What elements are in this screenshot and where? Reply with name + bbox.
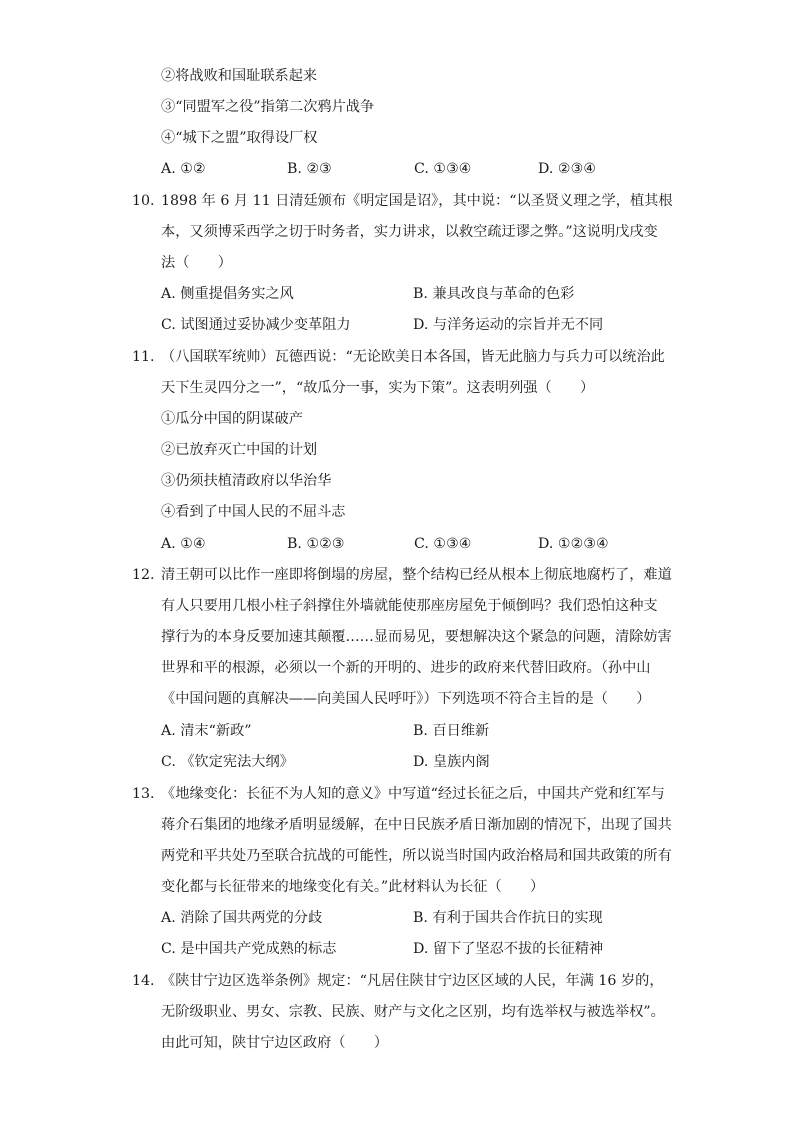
q13-stem-line-2: 蒋介石集团的地缘矛盾明显缓解，在中日民族矛盾日渐加剧的情况下，出现了国共 [161, 817, 672, 833]
q14-stem-line-1: 《陕甘宁边区选举条例》规定：“凡居住陕甘宁边区区域的人民，年满 16 岁的， [161, 973, 664, 989]
q12-option-a[interactable]: A. 清末“新政” [161, 723, 252, 739]
q9-item-4: ④“城下之盟”取得设厂权 [161, 130, 318, 146]
q9-option-b[interactable]: B. ②③ [287, 161, 332, 177]
q12-stem-line-1: 清王朝可以比作一座即将倒塌的房屋，整个结构已经从根本上彻底地腐朽了，难道 [161, 567, 672, 583]
q12-option-b[interactable]: B. 百日维新 [413, 723, 490, 739]
q10-stem-line-1: 1898 年 6 月 11 日清廷颁布《明定国是诏》，其中说：“以圣贤义理之学，植其根 [161, 193, 673, 209]
q10-number: 10. [132, 193, 155, 209]
q9-option-d[interactable]: D. ②③④ [538, 161, 597, 177]
q13-option-a[interactable]: A. 消除了国共两党的分歧 [161, 910, 323, 926]
q14-stem-line-3: 由此可知，陕甘宁边区政府（ ） [161, 1035, 389, 1051]
q13-number: 13. [132, 786, 155, 802]
q11-item-2: ②已放弃灭亡中国的计划 [161, 442, 318, 458]
q12-option-d[interactable]: D. 皇族内阁 [413, 754, 490, 770]
q10-option-b[interactable]: B. 兼具改良与革命的色彩 [413, 286, 575, 302]
q12-stem-line-3: 撑行为的本身反要加速其颠覆……显而易见，要想解决这个紧急的问题，清除妨害 [161, 629, 672, 645]
q13-option-d[interactable]: D. 留下了坚忍不拔的长征精神 [413, 941, 604, 957]
q9-item-3: ③“同盟军之役”指第二次鸦片战争 [161, 99, 375, 115]
q9-item-2: ②将战败和国耻联系起来 [161, 68, 318, 84]
q10-stem-line-3: 法（ ） [161, 255, 232, 271]
q11-stem-line-2: 天下生灵四分之一”，“故瓜分一事，实为下策”。这表明列强（ ） [161, 380, 595, 396]
q14-number: 14. [132, 973, 155, 989]
q12-number: 12. [132, 567, 155, 583]
q10-option-d[interactable]: D. 与洋务运动的宗旨并无不同 [413, 317, 604, 333]
q12-stem-line-5: 《中国问题的真解决——向美国人民呼吁》）下列选项不符合主旨的是（ ） [161, 691, 651, 707]
q10-option-c[interactable]: C. 试图通过妥协减少变革阻力 [161, 317, 351, 333]
q11-option-c[interactable]: C. ①③④ [414, 536, 472, 552]
q12-stem-line-2: 有人只要用几根小柱子斜撑住外墙就能使那座房屋免于倾倒吗？我们恐怕这种支 [161, 598, 658, 614]
q12-option-c[interactable]: C. 《钦定宪法大纲》 [161, 754, 294, 770]
q10-stem-line-2: 本，又须博采西学之切于时务者，实力讲求，以救空疏迂谬之弊。”这说明戊戌变 [161, 224, 658, 240]
q11-item-1: ①瓜分中国的阴谋破产 [161, 411, 303, 427]
q10-option-a[interactable]: A. 侧重提倡务实之风 [161, 286, 294, 302]
q9-option-c[interactable]: C. ①③④ [414, 161, 472, 177]
q11-number: 11. [132, 349, 155, 365]
q13-stem-line-3: 两党和平共处乃至联合抗战的可能性，所以说当时国内政治格局和国共政策的所有 [161, 848, 672, 864]
q9-option-a[interactable]: A. ①② [161, 161, 206, 177]
q11-item-4: ④看到了中国人民的不屈斗志 [161, 504, 346, 520]
q13-stem-line-4: 变化都与长征带来的地缘变化有关。”此材料认为长征（ ） [161, 879, 545, 895]
q11-option-a[interactable]: A. ①④ [161, 536, 206, 552]
q11-item-3: ③仍须扶植清政府以华治华 [161, 473, 332, 489]
q13-option-b[interactable]: B. 有利于国共合作抗日的实现 [413, 910, 603, 926]
q12-stem-line-4: 世界和平的根源，必须以一个新的开明的、进步的政府来代替旧政府。（孙中山 [161, 660, 651, 676]
q11-option-b[interactable]: B. ①②③ [287, 536, 345, 552]
q11-option-d[interactable]: D. ①②③④ [538, 536, 609, 552]
q13-stem-line-1: 《地缘变化：长征不为人知的意义》中写道“经过长征之后，中国共产党和红军与 [161, 786, 665, 802]
q11-stem-line-1: （八国联军统帅）瓦德西说：“无论欧美日本各国，皆无此脑力与兵力可以统治此 [161, 349, 665, 365]
q13-option-c[interactable]: C. 是中国共产党成熟的标志 [161, 941, 337, 957]
q14-stem-line-2: 无阶级职业、男女、宗教、民族、财产与文化之区别，均有选举权与被选举权”。 [161, 1004, 665, 1020]
